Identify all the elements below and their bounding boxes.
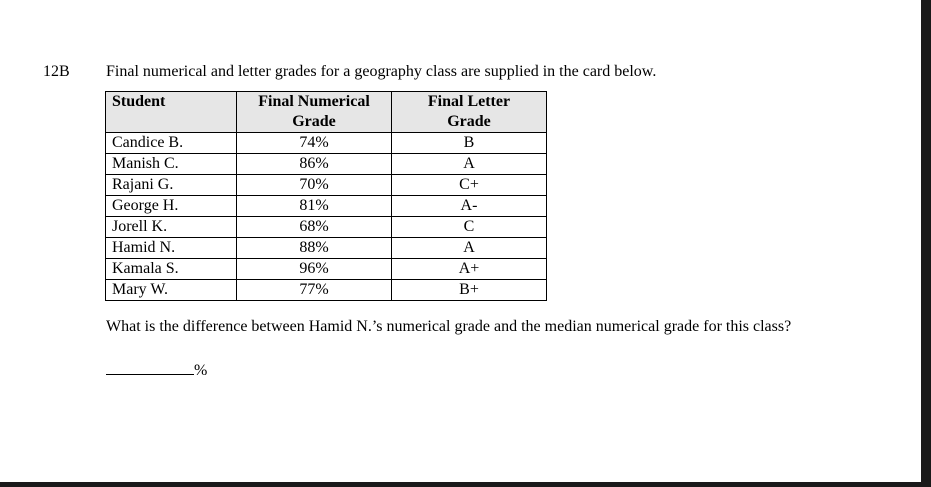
letter-grade: B	[392, 133, 547, 154]
table-row	[106, 133, 547, 154]
header-numerical-line1: Final Numerical	[258, 93, 370, 110]
letter-grade: A	[392, 154, 547, 175]
numerical-grade: 88%	[237, 238, 392, 259]
problem-number: 12B	[43, 63, 70, 80]
student-name: George H.	[106, 196, 237, 217]
table-row	[106, 154, 547, 175]
answer-line	[106, 360, 207, 380]
numerical-grade: 86%	[237, 154, 392, 175]
header-letter-line2: Grade	[447, 113, 491, 130]
letter-grade: A+	[392, 259, 547, 280]
student-name: Mary W.	[106, 280, 237, 301]
student-name: Manish C.	[106, 154, 237, 175]
table-header-row	[106, 92, 547, 133]
letter-grade: C	[392, 217, 547, 238]
table-row	[106, 238, 547, 259]
letter-grade: A	[392, 238, 547, 259]
table-row	[106, 175, 547, 196]
numerical-grade: 81%	[237, 196, 392, 217]
header-numerical-line2: Grade	[292, 113, 336, 130]
numerical-grade: 70%	[237, 175, 392, 196]
student-name: Rajani G.	[106, 175, 237, 196]
answer-blank[interactable]	[106, 360, 194, 375]
header-numerical-grade	[237, 92, 392, 133]
table-row	[106, 196, 547, 217]
letter-grade: A-	[392, 196, 547, 217]
question-text: What is the difference between Hamid N.’s numerical grade and the median numerical grade for this class?	[106, 318, 792, 335]
table-row	[106, 280, 547, 301]
numerical-grade: 77%	[237, 280, 392, 301]
letter-grade: C+	[392, 175, 547, 196]
problem-prompt: Final numerical and letter grades for a geography class are supplied in the card below.	[106, 63, 657, 80]
answer-unit: %	[194, 362, 208, 379]
student-name: Kamala S.	[106, 259, 237, 280]
numerical-grade: 74%	[237, 133, 392, 154]
grades-table	[105, 91, 547, 301]
header-student-label: Student	[112, 93, 166, 110]
student-name: Jorell K.	[106, 217, 237, 238]
letter-grade: B+	[392, 280, 547, 301]
student-name: Candice B.	[106, 133, 237, 154]
table-row	[106, 259, 547, 280]
numerical-grade: 68%	[237, 217, 392, 238]
table-row	[106, 217, 547, 238]
numerical-grade: 96%	[237, 259, 392, 280]
header-student	[106, 92, 237, 133]
header-letter-grade	[392, 92, 547, 133]
header-letter-line1: Final Letter	[427, 93, 511, 110]
student-name: Hamid N.	[106, 238, 237, 259]
